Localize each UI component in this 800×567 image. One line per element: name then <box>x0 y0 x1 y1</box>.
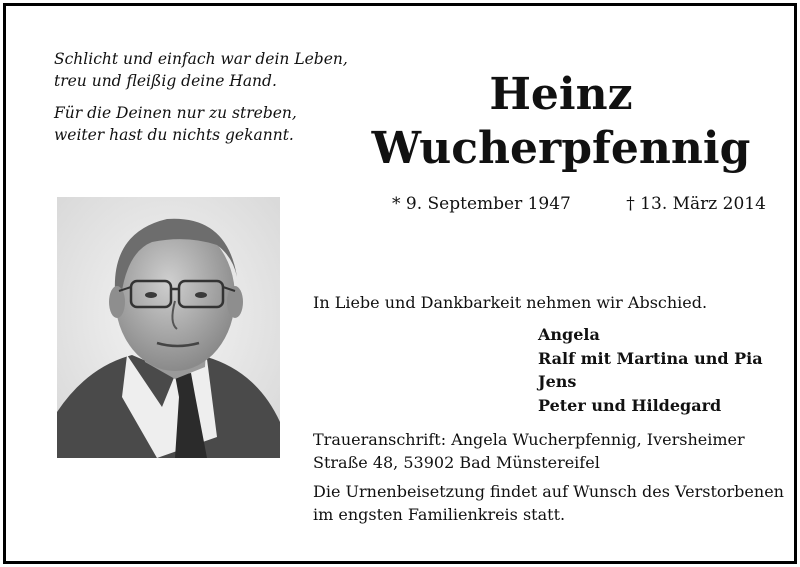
address-line: Straße 48, 53902 Bad Münstereifel <box>313 453 600 472</box>
mourning-address <box>313 428 773 474</box>
death-date: † 13. März 2014 <box>626 194 766 214</box>
farewell-text: In Liebe und Dankbarkeit nehmen wir Abschied. <box>313 293 708 312</box>
poem-line: treu und fleißig deine Hand. <box>54 72 277 90</box>
family-list <box>538 323 763 417</box>
poem-line: Schlicht und einfach war dein Leben, <box>54 50 348 68</box>
family-member: Angela <box>538 325 600 344</box>
burial-note <box>313 480 784 526</box>
first-name: Heinz <box>489 69 633 120</box>
burial-line: Die Urnenbeisetzung findet auf Wunsch des Verstorbenen <box>313 482 784 501</box>
memorial-poem <box>54 48 348 156</box>
poem-stanza <box>54 102 348 146</box>
last-name: Wucherpfennig <box>371 123 751 174</box>
obituary-notice <box>3 3 797 564</box>
deceased-name <box>366 68 756 176</box>
birth-date: * 9. September 1947 <box>392 194 571 214</box>
life-dates <box>392 194 766 214</box>
portrait-photo <box>57 197 280 458</box>
portrait-image <box>57 197 280 458</box>
address-line: Traueranschrift: Angela Wucherpfennig, Iversheimer <box>313 430 745 449</box>
poem-stanza <box>54 48 348 92</box>
family-member: Peter und Hildegard <box>538 395 722 415</box>
poem-line: weiter hast du nichts gekannt. <box>54 126 294 144</box>
family-member: Jens <box>538 372 577 391</box>
burial-line: im engsten Familienkreis statt. <box>313 505 566 524</box>
family-member: Ralf mit Martina und Pia <box>538 348 763 368</box>
poem-line: Für die Deinen nur zu streben, <box>54 104 297 122</box>
